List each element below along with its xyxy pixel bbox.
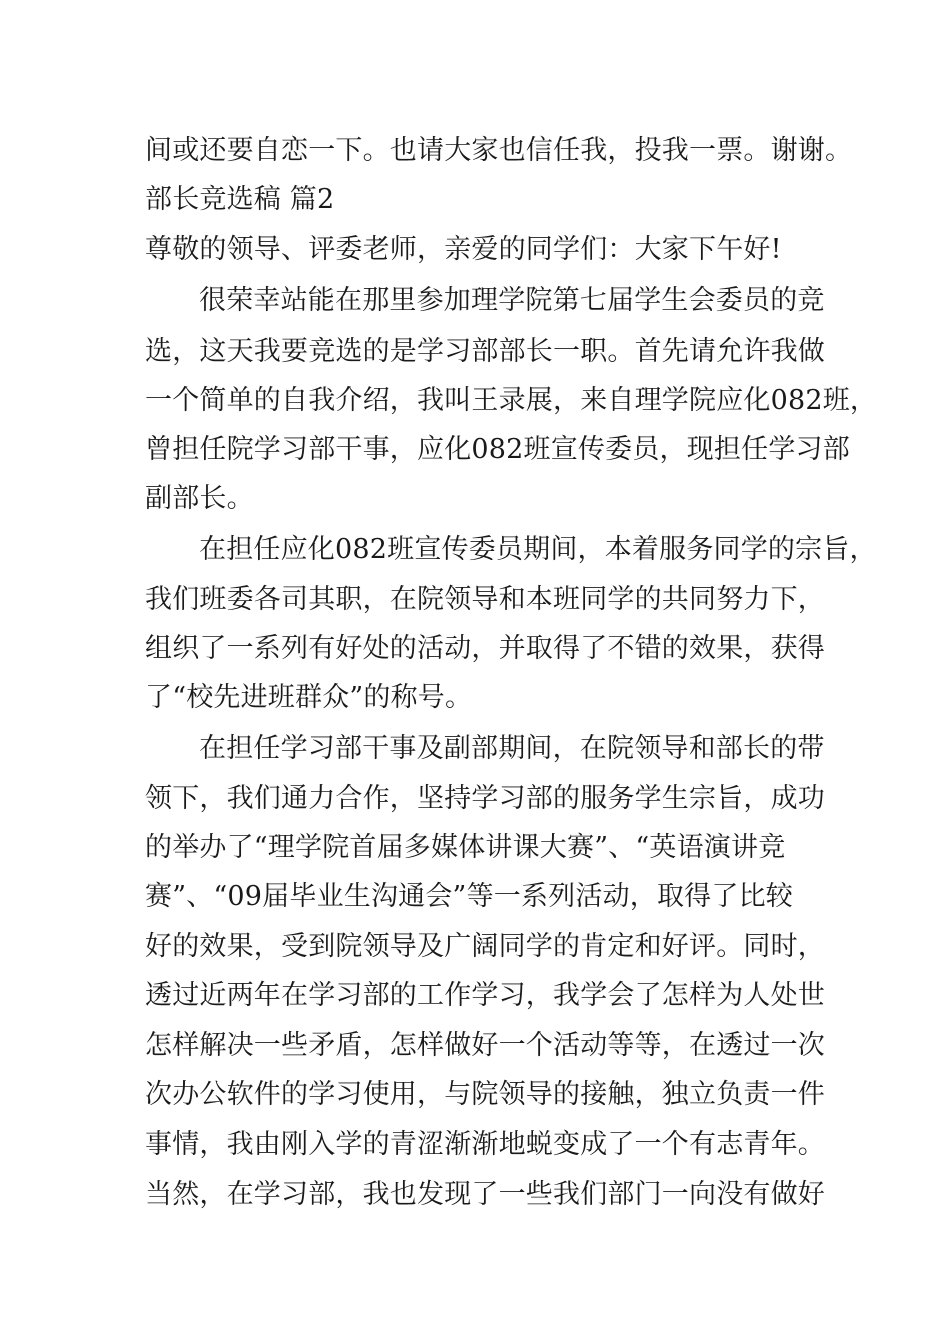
paragraph-2-line: 了“校先进班群众”的称号。 [145,682,473,713]
paragraph-3-line: 次办公软件的学习使用，与院领导的接触，独立负责一件 [145,1079,825,1110]
paragraph-1-line: 很荣幸站能在那里参加理学院第七届学生会委员的竞 [199,285,825,316]
text-line: 间或还要自恋一下。也请大家也信任我，投我一票。谢谢。 [145,135,853,166]
paragraph-3-line: 透过近两年在学习部的工作学习，我学会了怎样为人处世 [145,980,825,1011]
paragraph-2-line: 在担任应化082班宣传委员期间，本着服务同学的宗旨， [199,534,877,565]
paragraph-3-line: 在担任学习部干事及副部期间，在院领导和部长的带 [199,733,825,764]
paragraph-1-line: 曾担任院学习部干事，应化082班宣传委员，现担任学习部 [145,434,850,465]
paragraph-1-line: 选，这天我要竞选的是学习部部长一职。首先请允许我做 [145,336,825,367]
paragraph-3-line: 好的效果，受到院领导及广阔同学的肯定和好评。同时， [145,931,825,962]
paragraph-2-line: 组织了一系列有好处的活动，并取得了不错的效果，获得 [145,633,825,664]
paragraph-3-line: 的举办了“理学院首届多媒体讲课大赛”、“英语演讲竞 [145,832,786,863]
paragraph-1-line: 副部长。 [145,483,254,514]
paragraph-3-line: 领下，我们通力合作，坚持学习部的服务学生宗旨，成功 [145,783,825,814]
paragraph-2-line: 我们班委各司其职，在院领导和本班同学的共同努力下， [145,584,825,615]
paragraph-1-line: 一个简单的自我介绍，我叫王录展，来自理学院应化082班， [145,385,878,416]
paragraph-3-line: 赛”、“09届毕业生沟通会”等一系列活动，取得了比较 [145,881,793,912]
paragraph-3-line: 事情，我由刚入学的青涩渐渐地蜕变成了一个有志青年。 [145,1129,825,1160]
paragraph-3-line: 怎样解决一些矛盾，怎样做好一个活动等等，在透过一次 [145,1030,825,1061]
salutation: 尊敬的领导、评委老师，亲爱的同学们：大家下午好! [145,234,782,265]
section-heading: 部长竞选稿 篇2 [145,184,335,215]
paragraph-3-line: 当然，在学习部，我也发现了一些我们部门一向没有做好 [145,1179,825,1210]
